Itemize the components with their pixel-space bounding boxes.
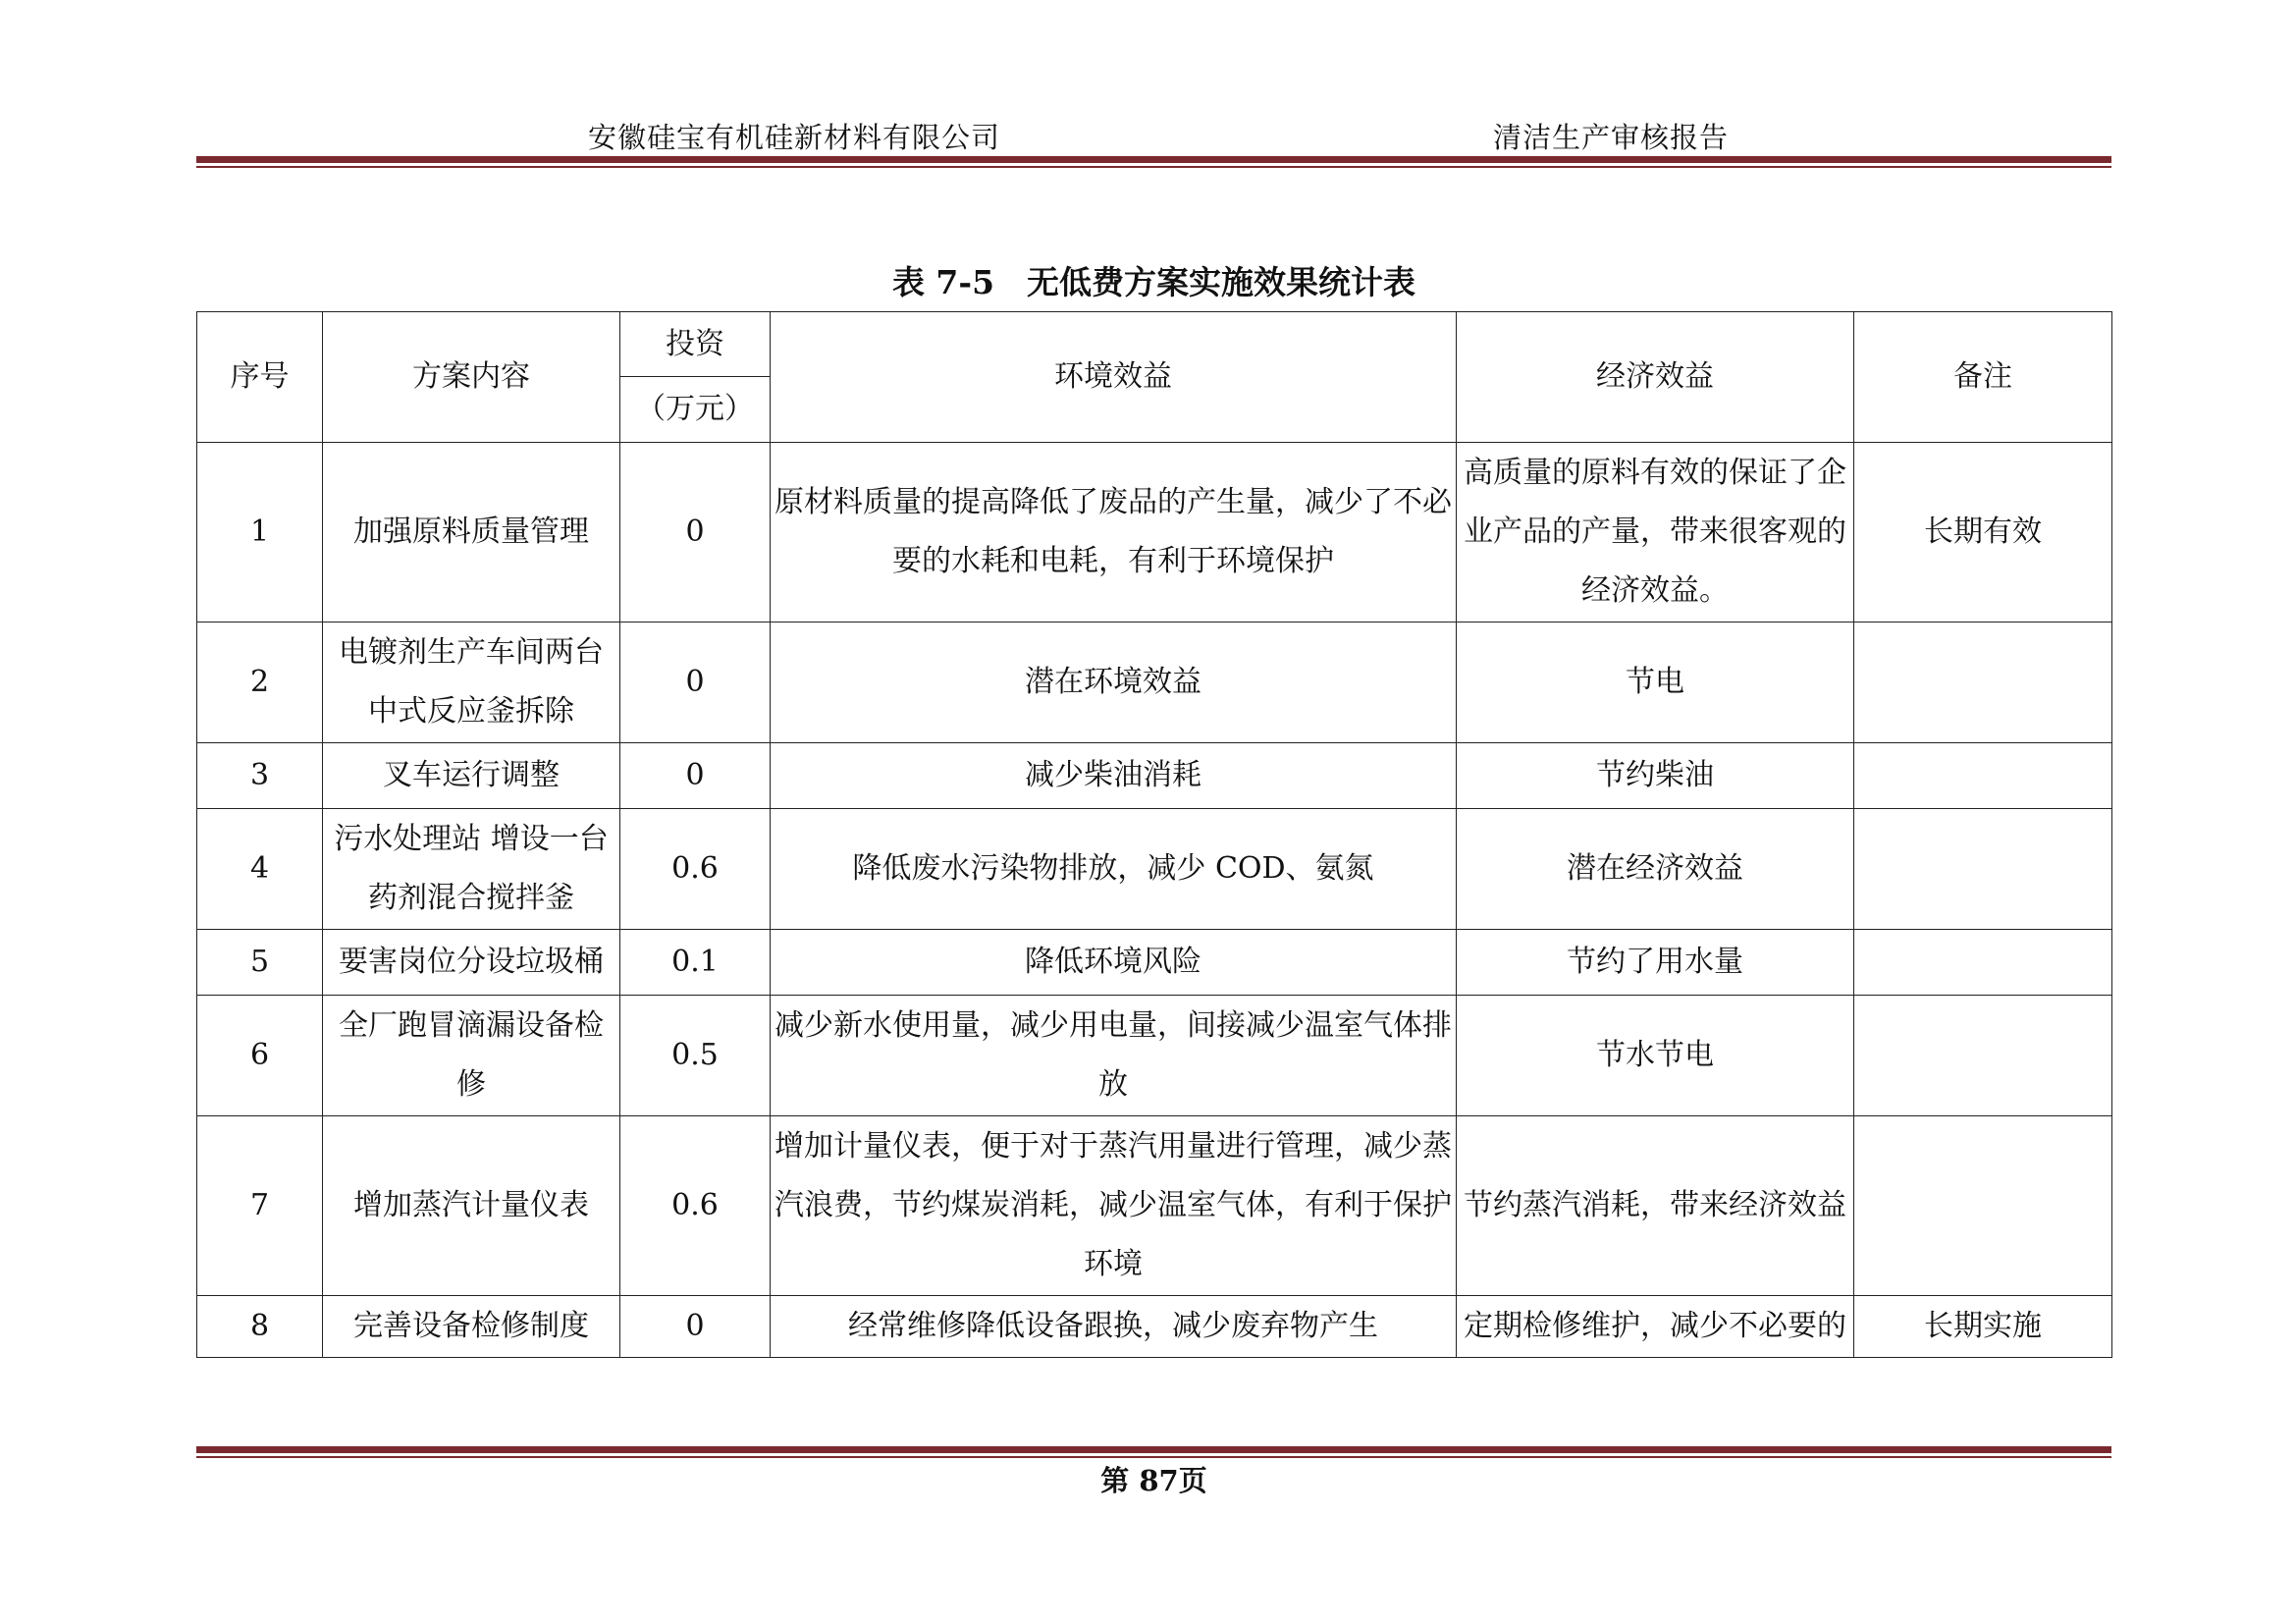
cell-content: 增加蒸汽计量仪表 [323, 1116, 620, 1296]
cell-no: 1 [197, 443, 323, 623]
table-row [197, 743, 2112, 809]
cell-no: 8 [197, 1296, 323, 1358]
cell-econ: 高质量的原料有效的保证了企业产品的产量，带来很客观的经济效益。 [1457, 443, 1854, 623]
cell-econ: 潜在经济效益 [1457, 809, 1854, 930]
cell-econ: 节电 [1457, 623, 1854, 743]
table-row [197, 443, 2112, 623]
cell-no: 4 [197, 809, 323, 930]
cell-content: 污水处理站 增设一台药剂混合搅拌釜 [323, 809, 620, 930]
cell-note [1854, 623, 2112, 743]
cell-econ: 节约柴油 [1457, 743, 1854, 809]
page-number: 第 87页 [1100, 1464, 1207, 1497]
header-invest-unit: （万元） [620, 377, 771, 443]
cell-env: 原材料质量的提高降低了废品的产生量，减少了不必要的水耗和电耗，有利于环境保护 [771, 443, 1457, 623]
cell-note [1854, 1116, 2112, 1296]
cell-env: 经常维修降低设备跟换，减少废弃物产生 [771, 1296, 1457, 1358]
effect-table [196, 311, 2112, 1358]
header-content: 方案内容 [323, 312, 620, 443]
cell-invest: 0 [620, 743, 771, 809]
cell-econ: 定期检修维护，减少不必要的 [1457, 1296, 1854, 1358]
cell-env: 减少新水使用量，减少用电量，间接减少温室气体排放 [771, 996, 1457, 1116]
header-company: 安徽硅宝有机硅新材料有限公司 [588, 121, 1001, 154]
cell-env: 减少柴油消耗 [771, 743, 1457, 809]
header-rule [196, 156, 2111, 168]
header-note: 备注 [1854, 312, 2112, 443]
header-invest: 投资 [620, 312, 771, 377]
cell-env: 降低环境风险 [771, 930, 1457, 996]
cell-no: 5 [197, 930, 323, 996]
table-row [197, 1116, 2112, 1296]
cell-note [1854, 809, 2112, 930]
cell-invest: 0.5 [620, 996, 771, 1116]
cell-content: 电镀剂生产车间两台中式反应釜拆除 [323, 623, 620, 743]
header-report-title: 清洁生产审核报告 [1493, 121, 1730, 154]
cell-econ: 节约了用水量 [1457, 930, 1854, 996]
cell-env: 降低废水污染物排放，减少 COD、氨氮 [771, 809, 1457, 930]
header-env: 环境效益 [771, 312, 1457, 443]
table-row [197, 1296, 2112, 1358]
cell-env: 潜在环境效益 [771, 623, 1457, 743]
cell-note [1854, 743, 2112, 809]
cell-content: 完善设备检修制度 [323, 1296, 620, 1358]
cell-note [1854, 996, 2112, 1116]
cell-invest: 0 [620, 1296, 771, 1358]
cell-content: 要害岗位分设垃圾桶 [323, 930, 620, 996]
footer-rule [196, 1446, 2111, 1458]
table-row [197, 623, 2112, 743]
table-row [197, 809, 2112, 930]
cell-no: 6 [197, 996, 323, 1116]
cell-no: 7 [197, 1116, 323, 1296]
cell-invest: 0 [620, 443, 771, 623]
cell-content: 叉车运行调整 [323, 743, 620, 809]
cell-no: 3 [197, 743, 323, 809]
cell-econ: 节水节电 [1457, 996, 1854, 1116]
cell-env: 增加计量仪表，便于对于蒸汽用量进行管理，减少蒸汽浪费，节约煤炭消耗，减少温室气体，有利于保护环境 [771, 1116, 1457, 1296]
cell-invest: 0 [620, 623, 771, 743]
cell-content: 全厂跑冒滴漏设备检修 [323, 996, 620, 1116]
table-caption: 表 7-5 无低费方案实施效果统计表 [891, 263, 1416, 301]
header-no: 序号 [197, 312, 323, 443]
table-row [197, 996, 2112, 1116]
cell-note: 长期实施 [1854, 1296, 2112, 1358]
cell-invest: 0.6 [620, 1116, 771, 1296]
cell-invest: 0.1 [620, 930, 771, 996]
cell-no: 2 [197, 623, 323, 743]
header-econ: 经济效益 [1457, 312, 1854, 443]
cell-note [1854, 930, 2112, 996]
cell-econ: 节约蒸汽消耗，带来经济效益 [1457, 1116, 1854, 1296]
cell-content: 加强原料质量管理 [323, 443, 620, 623]
cell-note: 长期有效 [1854, 443, 2112, 623]
table-row [197, 930, 2112, 996]
cell-invest: 0.6 [620, 809, 771, 930]
